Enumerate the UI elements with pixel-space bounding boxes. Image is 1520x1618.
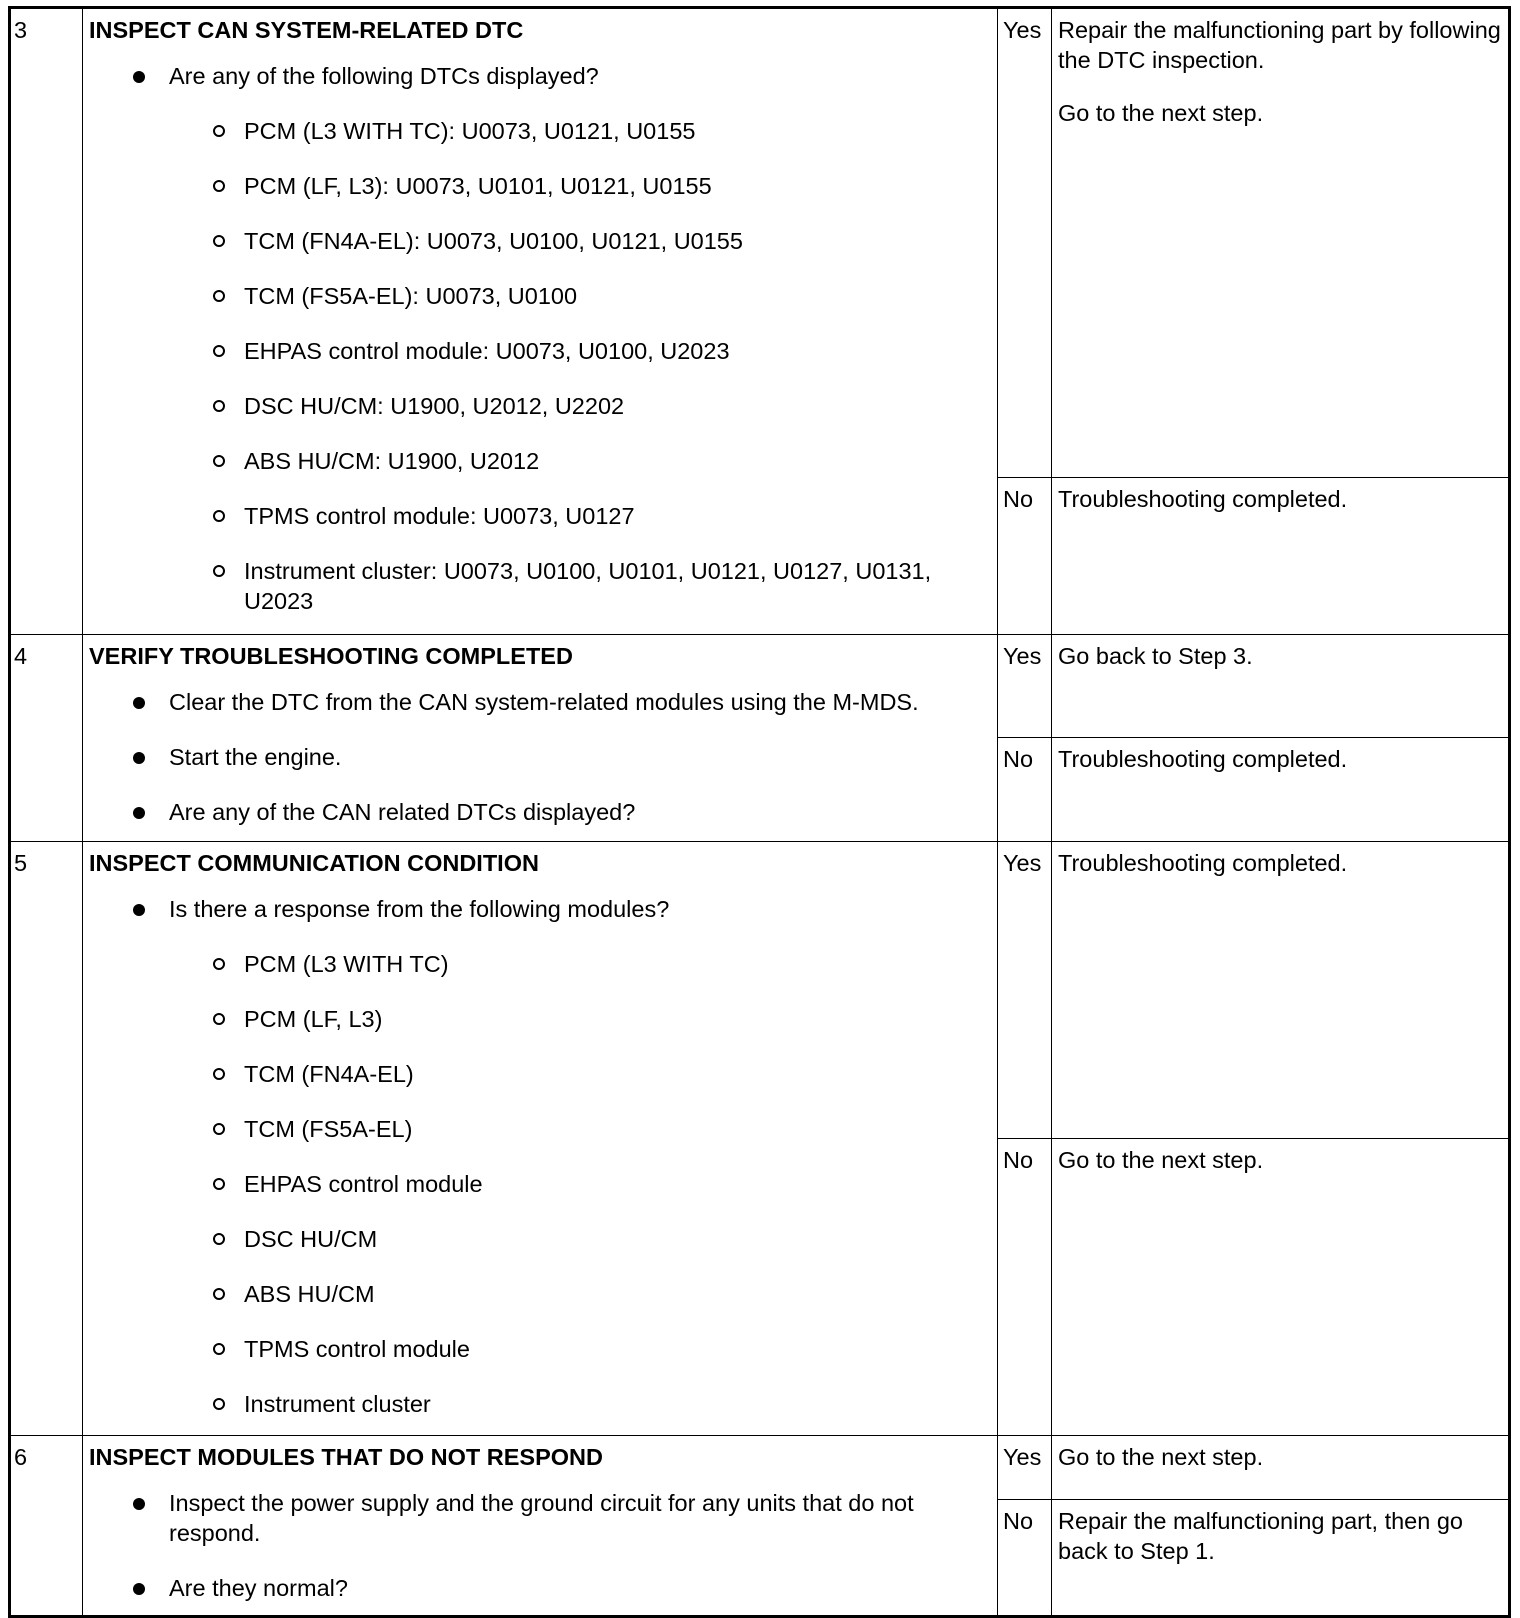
no-action — [1052, 1500, 1510, 1617]
bullet-dot-icon — [133, 807, 145, 819]
sub-item-text: Instrument cluster — [244, 1391, 431, 1417]
yes-label: Yes — [998, 635, 1052, 738]
yes-action — [1052, 1436, 1510, 1500]
bullet-text: Inspect the power supply and the ground circuit for any units that do not respond. — [169, 1490, 914, 1546]
step-title: INSPECT COMMUNICATION CONDITION — [89, 850, 539, 876]
hollow-circle-icon — [213, 455, 225, 467]
bullet-text: Are any of the CAN related DTCs displayed? — [169, 799, 636, 825]
no-label: No — [998, 1139, 1052, 1436]
step-row — [10, 842, 1510, 1139]
action-text: Troubleshooting completed. — [1058, 746, 1348, 772]
hollow-circle-icon — [213, 345, 225, 357]
sub-item — [169, 1389, 987, 1419]
sub-item-text: PCM (LF, L3) — [244, 1006, 383, 1032]
sub-item-text: TCM (FN4A-EL): U0073, U0100, U0121, U0155 — [244, 228, 743, 254]
sub-item — [169, 116, 987, 146]
sub-list — [169, 949, 987, 1419]
step-description — [83, 635, 998, 842]
sub-item-text: PCM (LF, L3): U0073, U0101, U0121, U0155 — [244, 173, 712, 199]
hollow-circle-icon — [213, 400, 225, 412]
action-text: Go to the next step. — [1058, 1147, 1264, 1173]
action-text: Repair the malfunctioning part, then go back to Step 1. — [1058, 1508, 1463, 1564]
bullet-text: Clear the DTC from the CAN system-related modules using the M-MDS. — [169, 689, 919, 715]
step-row — [10, 8, 1510, 478]
hollow-circle-icon — [213, 1068, 225, 1080]
step-number: 3 — [10, 8, 83, 635]
hollow-circle-icon — [213, 290, 225, 302]
hollow-circle-icon — [213, 565, 225, 577]
step-row — [10, 1436, 1510, 1500]
yes-action — [1052, 8, 1510, 478]
sub-item-text: DSC HU/CM: U1900, U2012, U2202 — [244, 393, 625, 419]
no-label: No — [998, 738, 1052, 842]
bullet-item — [89, 1573, 987, 1603]
sub-item — [169, 1059, 987, 1089]
hollow-circle-icon — [213, 1343, 225, 1355]
sub-item — [169, 1334, 987, 1364]
sub-item — [169, 1224, 987, 1254]
action-text: Troubleshooting completed. — [1058, 486, 1348, 512]
sub-item — [169, 391, 987, 421]
action-text: Go to the next step. — [1058, 100, 1264, 126]
bullet-list — [89, 687, 987, 827]
action-text: Troubleshooting completed. — [1058, 850, 1348, 876]
bullet-dot-icon — [133, 1583, 145, 1595]
sub-item — [169, 949, 987, 979]
hollow-circle-icon — [213, 235, 225, 247]
sub-item-text: PCM (L3 WITH TC) — [244, 951, 449, 977]
yes-label: Yes — [998, 842, 1052, 1139]
step-title: INSPECT MODULES THAT DO NOT RESPOND — [89, 1444, 603, 1470]
sub-item — [169, 1114, 987, 1144]
sub-item — [169, 226, 987, 256]
sub-item-text: PCM (L3 WITH TC): U0073, U0121, U0155 — [244, 118, 696, 144]
bullet-item — [89, 61, 987, 616]
troubleshooting-table-body — [10, 8, 1510, 1617]
action-text: Go back to Step 3. — [1058, 643, 1253, 669]
step-number: 4 — [10, 635, 83, 842]
bullet-item — [89, 687, 987, 717]
sub-item — [169, 556, 987, 616]
bullet-list — [89, 1488, 987, 1603]
hollow-circle-icon — [213, 1398, 225, 1410]
sub-item-text: DSC HU/CM — [244, 1226, 378, 1252]
sub-item — [169, 1279, 987, 1309]
sub-item — [169, 281, 987, 311]
sub-item — [169, 446, 987, 476]
sub-item-text: TCM (FS5A-EL): U0073, U0100 — [244, 283, 578, 309]
step-number: 6 — [10, 1436, 83, 1617]
bullet-text: Are they normal? — [169, 1575, 348, 1601]
no-label: No — [998, 1500, 1052, 1617]
yes-action — [1052, 842, 1510, 1139]
bullet-dot-icon — [133, 1498, 145, 1510]
bullet-dot-icon — [133, 71, 145, 83]
bullet-item — [89, 742, 987, 772]
step-title: INSPECT CAN SYSTEM-RELATED DTC — [89, 17, 524, 43]
bullet-dot-icon — [133, 752, 145, 764]
bullet-text: Is there a response from the following modules? — [169, 896, 670, 922]
no-action — [1052, 478, 1510, 635]
yes-label: Yes — [998, 8, 1052, 478]
sub-item — [169, 336, 987, 366]
hollow-circle-icon — [213, 510, 225, 522]
step-title: VERIFY TROUBLESHOOTING COMPLETED — [89, 643, 573, 669]
sub-item-text: ABS HU/CM: U1900, U2012 — [244, 448, 540, 474]
hollow-circle-icon — [213, 1288, 225, 1300]
sub-item — [169, 1169, 987, 1199]
step-description — [83, 842, 998, 1436]
sub-item-text: TCM (FS5A-EL) — [244, 1116, 413, 1142]
bullet-dot-icon — [133, 697, 145, 709]
sub-item-text: TPMS control module — [244, 1336, 470, 1362]
yes-action — [1052, 635, 1510, 738]
action-text: Repair the malfunctioning part by following the DTC inspection. — [1058, 17, 1501, 73]
bullet-text: Start the engine. — [169, 744, 342, 770]
sub-item — [169, 1004, 987, 1034]
hollow-circle-icon — [213, 958, 225, 970]
no-action — [1052, 1139, 1510, 1436]
troubleshooting-table — [8, 6, 1511, 1618]
bullet-list — [89, 894, 987, 1419]
step-description — [83, 1436, 998, 1617]
sub-item-text: TCM (FN4A-EL) — [244, 1061, 414, 1087]
bullet-item — [89, 797, 987, 827]
bullet-item — [89, 1488, 987, 1548]
no-action — [1052, 738, 1510, 842]
bullet-item — [89, 894, 987, 1419]
bullet-list — [89, 61, 987, 616]
sub-item-text: EHPAS control module: U0073, U0100, U2023 — [244, 338, 730, 364]
step-number: 5 — [10, 842, 83, 1436]
hollow-circle-icon — [213, 125, 225, 137]
action-text: Go to the next step. — [1058, 1444, 1264, 1470]
step-row — [10, 635, 1510, 738]
sub-item-text: ABS HU/CM — [244, 1281, 375, 1307]
hollow-circle-icon — [213, 1178, 225, 1190]
sub-item — [169, 501, 987, 531]
bullet-text: Are any of the following DTCs displayed? — [169, 63, 599, 89]
hollow-circle-icon — [213, 1013, 225, 1025]
sub-item — [169, 171, 987, 201]
step-description — [83, 8, 998, 635]
sub-item-text: Instrument cluster: U0073, U0100, U0101, U0121, U0127, U0131, U2023 — [244, 558, 932, 614]
bullet-dot-icon — [133, 904, 145, 916]
sub-list — [169, 116, 987, 616]
no-label: No — [998, 478, 1052, 635]
hollow-circle-icon — [213, 180, 225, 192]
hollow-circle-icon — [213, 1233, 225, 1245]
sub-item-text: EHPAS control module — [244, 1171, 483, 1197]
hollow-circle-icon — [213, 1123, 225, 1135]
yes-label: Yes — [998, 1436, 1052, 1500]
sub-item-text: TPMS control module: U0073, U0127 — [244, 503, 635, 529]
